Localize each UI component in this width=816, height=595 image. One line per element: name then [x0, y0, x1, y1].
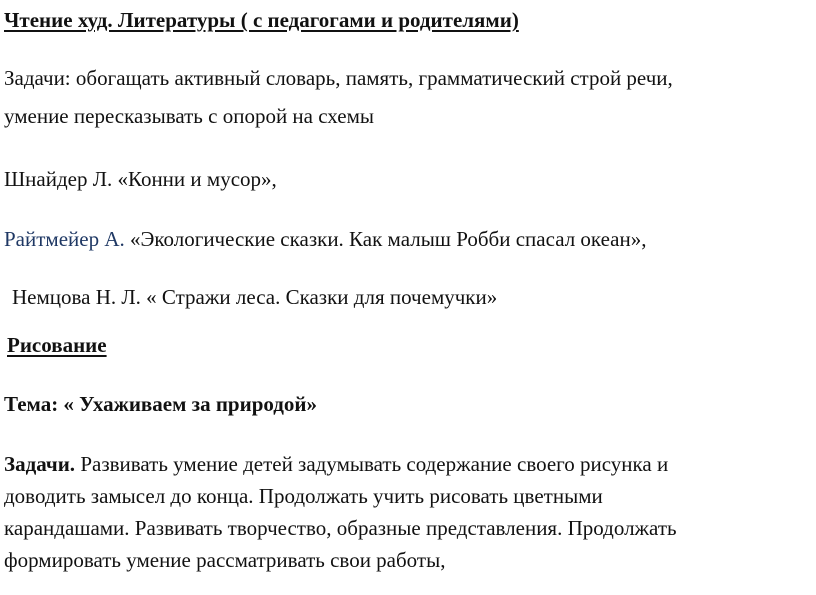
book-item-raitmeier: [4, 227, 647, 251]
drawing-tasks-line-4: формировать умение рассматривать свои работы,: [4, 548, 446, 572]
drawing-tasks-text: Развивать умение детей задумывать содержание своего рисунка и: [75, 452, 669, 476]
book-title: «Конни и мусор»,: [112, 167, 277, 191]
reading-tasks-line-1: Задачи: обогащать активный словарь, память, грамматический строй речи,: [4, 66, 673, 90]
reading-heading: Чтение худ. Литературы ( с педагогами и родителями): [4, 8, 519, 32]
book-item-nemtsova: [12, 285, 497, 309]
drawing-tasks-label: Задачи.: [4, 452, 76, 476]
drawing-tasks-line-3: карандашами. Развивать творчество, образные представления. Продолжать: [4, 516, 677, 540]
book-author: Немцова Н. Л.: [12, 285, 141, 309]
book-author: Райтмейер А.: [4, 227, 125, 251]
drawing-tasks-line-2: доводить замысел до конца. Продолжать учить рисовать цветными: [4, 484, 603, 508]
drawing-heading: Рисование: [7, 333, 107, 357]
drawing-topic: Тема: « Ухаживаем за природой»: [4, 392, 318, 416]
book-author: Шнайдер Л.: [4, 167, 113, 191]
drawing-tasks-line-1: [4, 452, 668, 476]
book-item-schneider: [4, 167, 277, 191]
book-title: «Экологические сказки. Как малыш Робби спасал океан»,: [124, 227, 647, 251]
book-title: « Стражи леса. Сказки для почемучки»: [140, 285, 498, 309]
reading-tasks-line-2: умение пересказывать с опорой на схемы: [4, 104, 374, 128]
